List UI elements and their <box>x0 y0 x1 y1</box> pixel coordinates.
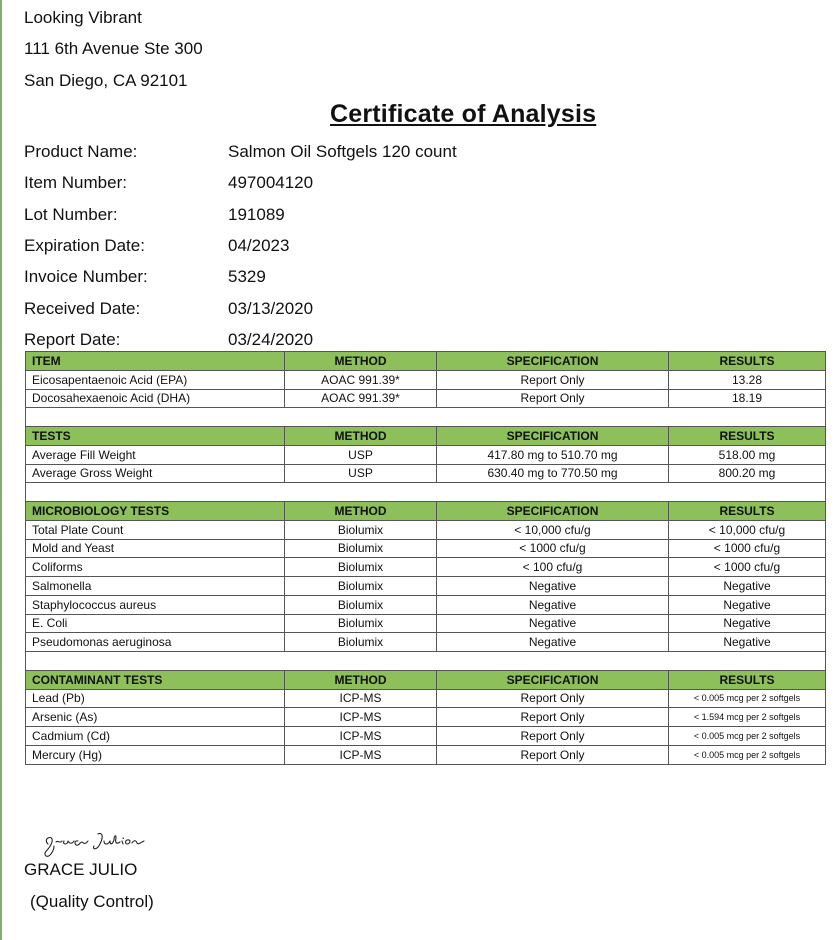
column-header: RESULTS <box>669 427 826 446</box>
table-cell: Report Only <box>437 689 669 708</box>
table-row <box>26 464 826 483</box>
table-cell: USP <box>285 464 437 483</box>
info-value: 03/24/2020 <box>228 330 314 349</box>
column-header: RESULTS <box>669 352 826 371</box>
table-cell: < 10,000 cfu/g <box>669 520 826 539</box>
table-cell: Report Only <box>437 708 669 727</box>
section-header-row <box>26 352 826 371</box>
table-cell: Report Only <box>437 389 669 408</box>
section-header-row <box>26 502 826 521</box>
table-cell: Pseudomonas aeruginosa <box>26 633 285 652</box>
table-row <box>26 689 826 708</box>
spacer-row <box>26 408 826 427</box>
table-row <box>26 577 826 596</box>
table-row <box>26 445 826 464</box>
table-cell: ICP-MS <box>285 708 437 727</box>
table-cell: Negative <box>669 633 826 652</box>
spacer-cell <box>26 408 826 427</box>
table-cell: < 0.005 mcg per 2 softgels <box>669 727 826 746</box>
column-header: SPECIFICATION <box>437 502 669 521</box>
table-row <box>26 708 826 727</box>
table-cell: Coliforms <box>26 558 285 577</box>
analysis-table <box>25 351 826 765</box>
column-header: METHOD <box>285 502 437 521</box>
table-cell: Negative <box>437 633 669 652</box>
table-cell: AOAC 991.39* <box>285 389 437 408</box>
page-edge-line <box>0 0 2 940</box>
table-cell: Report Only <box>437 370 669 389</box>
signature-image <box>40 828 150 860</box>
column-header: METHOD <box>285 427 437 446</box>
table-row <box>26 520 826 539</box>
table-cell: Eicosapentaenoic Acid (EPA) <box>26 370 285 389</box>
table-row <box>26 727 826 746</box>
info-value: Salmon Oil Softgels 120 count <box>228 142 457 161</box>
table-cell: USP <box>285 445 437 464</box>
column-header: SPECIFICATION <box>437 352 669 371</box>
table-row <box>26 539 826 558</box>
table-cell: 518.00 mg <box>669 445 826 464</box>
info-value: 03/13/2020 <box>228 299 314 318</box>
table-cell: < 10,000 cfu/g <box>437 520 669 539</box>
column-header: MICROBIOLOGY TESTS <box>26 502 285 521</box>
table-cell: Biolumix <box>285 539 437 558</box>
table-cell: < 1.594 mcg per 2 softgels <box>669 708 826 727</box>
info-label: Expiration Date: <box>24 236 145 255</box>
table-cell: Negative <box>437 595 669 614</box>
table-row <box>26 745 826 764</box>
table-cell: Biolumix <box>285 577 437 596</box>
table-cell: Negative <box>669 614 826 633</box>
table-cell: 800.20 mg <box>669 464 826 483</box>
table-row <box>26 370 826 389</box>
table-cell: < 1000 cfu/g <box>437 539 669 558</box>
table-cell: Docosahexaenoic Acid (DHA) <box>26 389 285 408</box>
table-cell: Mercury (Hg) <box>26 745 285 764</box>
table-cell: 18.19 <box>669 389 826 408</box>
document-title: Certificate of Analysis <box>330 100 597 128</box>
spacer-cell <box>26 483 826 502</box>
info-label: Item Number: <box>24 173 127 192</box>
table-cell: Arsenic (As) <box>26 708 285 727</box>
table-cell: E. Coli <box>26 614 285 633</box>
table-cell: Biolumix <box>285 595 437 614</box>
company-name: Looking Vibrant <box>24 8 142 27</box>
spacer-row <box>26 483 826 502</box>
spacer-cell <box>26 652 826 671</box>
table-row <box>26 614 826 633</box>
table-cell: Salmonella <box>26 577 285 596</box>
table-row <box>26 595 826 614</box>
info-value: 04/2023 <box>228 236 290 255</box>
table-cell: Biolumix <box>285 633 437 652</box>
info-value: 5329 <box>228 267 266 286</box>
company-address-line2: San Diego, CA 92101 <box>24 71 188 90</box>
section-header-row <box>26 670 826 689</box>
column-header: METHOD <box>285 352 437 371</box>
column-header: TESTS <box>26 427 285 446</box>
info-label: Product Name: <box>24 142 138 161</box>
table-cell: 13.28 <box>669 370 826 389</box>
table-cell: ICP-MS <box>285 745 437 764</box>
table-row <box>26 389 826 408</box>
info-label: Invoice Number: <box>24 267 148 286</box>
signer-role: (Quality Control) <box>30 892 154 911</box>
table-cell: < 1000 cfu/g <box>669 539 826 558</box>
column-header: METHOD <box>285 670 437 689</box>
table-row <box>26 633 826 652</box>
column-header: SPECIFICATION <box>437 427 669 446</box>
table-cell: Biolumix <box>285 558 437 577</box>
table-cell: Negative <box>437 577 669 596</box>
table-cell: Report Only <box>437 727 669 746</box>
table-cell: Biolumix <box>285 614 437 633</box>
spacer-row <box>26 652 826 671</box>
table-cell: Negative <box>669 595 826 614</box>
table-cell: Average Fill Weight <box>26 445 285 464</box>
info-label: Received Date: <box>24 299 141 318</box>
table-cell: ICP-MS <box>285 689 437 708</box>
table-cell: Mold and Yeast <box>26 539 285 558</box>
column-header: ITEM <box>26 352 285 371</box>
table-cell: < 0.005 mcg per 2 softgels <box>669 689 826 708</box>
table-cell: Negative <box>437 614 669 633</box>
info-value: 191089 <box>228 205 285 224</box>
table-row <box>26 558 826 577</box>
info-label: Lot Number: <box>24 205 118 224</box>
table-cell: 417.80 mg to 510.70 mg <box>437 445 669 464</box>
column-header: RESULTS <box>669 502 826 521</box>
table-cell: < 100 cfu/g <box>437 558 669 577</box>
column-header: CONTAMINANT TESTS <box>26 670 285 689</box>
table-cell: Cadmium (Cd) <box>26 727 285 746</box>
table-cell: Average Gross Weight <box>26 464 285 483</box>
column-header: SPECIFICATION <box>437 670 669 689</box>
table-cell: < 1000 cfu/g <box>669 558 826 577</box>
signer-name: GRACE JULIO <box>24 860 138 879</box>
section-header-row <box>26 427 826 446</box>
table-cell: < 0.005 mcg per 2 softgels <box>669 745 826 764</box>
column-header: RESULTS <box>669 670 826 689</box>
info-label: Report Date: <box>24 330 121 349</box>
table-cell: Biolumix <box>285 520 437 539</box>
table-cell: ICP-MS <box>285 727 437 746</box>
table-cell: Negative <box>669 577 826 596</box>
table-cell: Staphylococcus aureus <box>26 595 285 614</box>
table-cell: 630.40 mg to 770.50 mg <box>437 464 669 483</box>
table-cell: Total Plate Count <box>26 520 285 539</box>
table-cell: Report Only <box>437 745 669 764</box>
info-value: 497004120 <box>228 173 314 192</box>
table-cell: AOAC 991.39* <box>285 370 437 389</box>
table-cell: Lead (Pb) <box>26 689 285 708</box>
company-address-line1: 111 6th Avenue Ste 300 <box>24 39 203 58</box>
